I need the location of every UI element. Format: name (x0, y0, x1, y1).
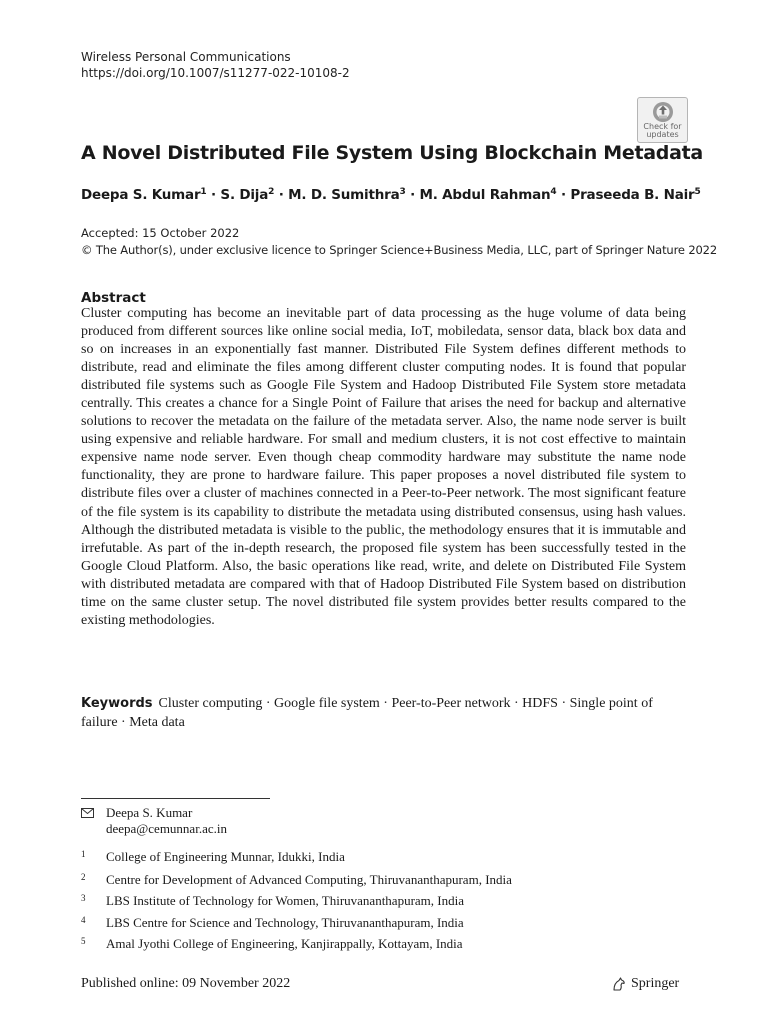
author-separator: · (405, 187, 420, 203)
journal-name: Wireless Personal Communications (81, 50, 291, 64)
affiliation-text: LBS Institute of Technology for Women, Thiruvananthapuram, India (106, 893, 465, 908)
author-name[interactable]: M. Abdul Rahman (419, 187, 551, 203)
keywords-section (81, 695, 686, 732)
affiliation-item (81, 849, 345, 865)
abstract-body: Cluster computing has become an inevitable part of data processing as the huge volume of data being produced from different sources like online social media, IoT, mobiledata, sensor data, black box data and so on increases in an exponentially fast manner. Distributed File System defines different methods to distribute, read and eliminate the files among different cluster computing nodes. It is found that popular distributed file systems such as Google File System and Hadoop Distributed File System store metadata centrally. This creates a chance for a Single Point of Failure that arises the need for backup and alternative solutions to recover the metadata on the failure of the metadata server. Also, the name node server is built using expensive and reliable hardware. For small and medium clusters, it is not cost effective to maintain expensive name node server. Even though cheap commodity hardware may substitute the name node functionality, they are prone to hardware failure. This paper proposes a novel distributed file system to distribute files over a cluster of machines connected in a Peer-to-Peer network. The most significant feature of the file system is its capability to distribute the metadata using distributed consensus, using hash values. Although the distributed metadata is visible to the public, the methodology ensures that it is immutable and irrefutable. As part of the in-depth research, the proposed file system has been successfully tested in the Google Cloud Platform. Also, the basic operations like read, write, and delete on Distributed File System with distributed metadata are compared with that of Hadoop Distributed File System based on distribution time on the same cluster setup. The novel distributed file system provides better results compared to the existing methodologies. (81, 306, 686, 628)
affiliation-text: Amal Jyothi College of Engineering, Kanjirappally, Kottayam, India (106, 936, 463, 951)
affiliation-text: LBS Centre for Science and Technology, Thiruvananthapuram, India (106, 915, 464, 930)
journal-header (81, 49, 350, 81)
affiliation-number: 3 (81, 893, 86, 903)
corresponding-author-name: Deepa S. Kumar (106, 805, 193, 820)
keywords-label: Keywords (81, 696, 153, 711)
keywords-list: Cluster computing · Google file system · Peer-to-Peer network · HDFS · Single point of failure · Meta data (81, 696, 653, 730)
badge-line1: Check for (643, 122, 682, 131)
publisher-name: Springer (631, 976, 680, 991)
corresponding-author (81, 805, 227, 837)
affiliation-item (81, 893, 464, 909)
author-name[interactable]: S. Dija (220, 187, 269, 203)
corresponding-author-email[interactable]: deepa@cemunnar.ac.in (106, 821, 227, 836)
check-for-updates-badge[interactable] (637, 97, 688, 143)
check-for-updates-icon (652, 101, 674, 123)
affiliation-number: 5 (81, 936, 86, 946)
affiliation-item (81, 915, 464, 931)
author-separator: · (556, 187, 571, 203)
author-affiliation-number: 3 (399, 187, 406, 197)
abstract-heading: Abstract (81, 290, 146, 306)
affiliation-text: Centre for Development of Advanced Computing, Thiruvananthapuram, India (106, 872, 512, 887)
affiliation-text: College of Engineering Munnar, Idukki, India (106, 849, 345, 864)
accepted-date: Accepted: 15 October 2022 (81, 226, 240, 240)
badge-line2: updates (646, 130, 679, 139)
author-separator: · (274, 187, 289, 203)
copyright-notice: © The Author(s), under exclusive licence to Springer Science+Business Media, LLC, part of Springer Nature 2022 (81, 243, 717, 257)
published-online-date: Published online: 09 November 2022 (81, 976, 291, 991)
journal-doi-link[interactable]: https://doi.org/10.1007/s11277-022-10108-2 (81, 66, 350, 80)
affiliation-number: 2 (81, 872, 86, 882)
paper-title: A Novel Distributed File System Using Blockchain Metadata (81, 142, 703, 164)
publisher-logo (611, 975, 679, 993)
author-affiliation-number: 2 (268, 187, 275, 197)
author-separator: · (206, 187, 221, 203)
author-affiliation-number: 4 (550, 187, 557, 197)
footnote-divider (81, 798, 270, 799)
author-name[interactable]: M. D. Sumithra (288, 187, 400, 203)
affiliation-number: 1 (81, 849, 86, 859)
author-list (81, 185, 701, 205)
affiliation-item (81, 936, 463, 952)
author-affiliation-number: 5 (694, 187, 701, 197)
envelope-icon (81, 808, 94, 818)
affiliation-item (81, 872, 512, 888)
author-affiliation-number: 1 (200, 187, 207, 197)
affiliation-number: 4 (81, 915, 86, 925)
springer-horse-icon (611, 976, 627, 992)
author-name[interactable]: Praseeda B. Nair (570, 187, 695, 203)
author-name[interactable]: Deepa S. Kumar (81, 187, 201, 203)
